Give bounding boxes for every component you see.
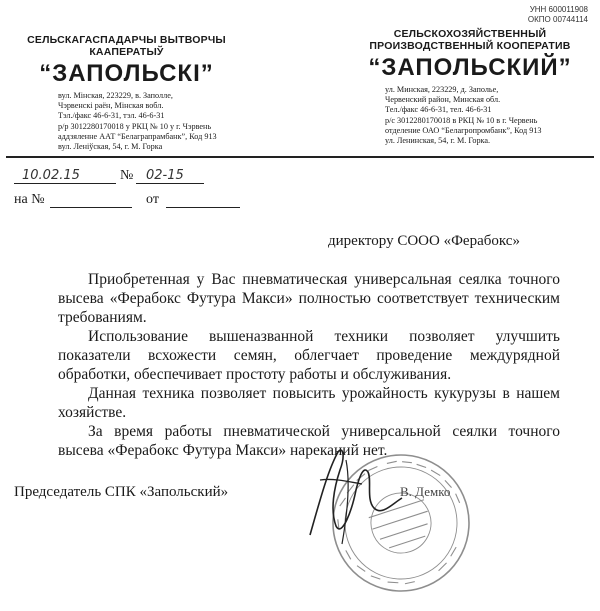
registration-block (14, 162, 244, 210)
address-by-line: Чэрвенскі раён, Мінская вобл. (58, 101, 164, 111)
signatory-title: Председатель СПК «Запольский» (14, 484, 229, 500)
letterhead-belarusian (14, 34, 239, 152)
addressee: директору СООО «Ферабокс» (328, 233, 520, 249)
letterhead-russian (345, 28, 595, 146)
date-handwritten: 10.02.15 (22, 168, 80, 183)
outgoing-number-row (14, 162, 244, 186)
reply-date-label: от (146, 192, 159, 207)
reply-date-line (166, 193, 240, 208)
address-by-line: аддзяленне ААТ “Белаграпрамбанк”, Код 913 (58, 131, 217, 141)
body-paragraph: Данная техника позволяет повысить урожайность кукурузы в нашем хозяйстве. (58, 385, 560, 421)
org-type-ru-line1: СЕЛЬСКОХОЗЯЙСТВЕННЫЙ (393, 28, 547, 40)
org-type-by-line2: КААПЕРАТЫЎ (89, 46, 164, 58)
address-by-line: вул. Леніўская, 54, г. М. Горка (58, 142, 163, 152)
reply-number-line (50, 193, 132, 208)
org-name-by: “ЗАПОЛЬСКІ” (39, 60, 214, 87)
address-ru-line: р/с 3012280170018 в РКЦ № 10 в г. Червень (385, 115, 538, 125)
okpo-code: ОКПО 00744114 (527, 15, 588, 24)
address-by-line: вул. Мінская, 223229, в. Заполле, (58, 91, 173, 100)
letter-body (58, 270, 560, 460)
address-by (14, 91, 239, 152)
reply-to-row (14, 186, 244, 210)
number-handwritten: 02-15 (146, 168, 184, 183)
org-name-ru: “ЗАПОЛЬСКИЙ” (368, 54, 572, 81)
body-paragraph: Приобретенная у Вас пневматическая универсальная сеялка точного высева «Ферабокс Футура Макси» полностью соответствует техническим требованиям. (58, 271, 560, 326)
org-identifiers (528, 5, 588, 25)
reply-number-label: на № (14, 192, 45, 207)
address-ru-line: ул. Минская, 223229, д. Заполье, (385, 85, 499, 94)
org-type-ru-line2: ПРОИЗВОДСТВЕННЫЙ КООПЕРАТИВ (369, 40, 571, 52)
address-ru-line: Тел./факс 46-6-31, тел. 46-6-31 (385, 105, 492, 115)
handwritten-signature (290, 440, 410, 550)
unp-code: УНН 600011908 (529, 5, 588, 14)
signer-name: В. Демко (400, 484, 451, 499)
body-paragraph: За время работы пневматической универсальной сеялки точного высева «Ферабокс Футура Макси» нареканий нет. (58, 423, 560, 459)
address-ru-line: ул. Ленинская, 54, г. М. Горка. (385, 136, 491, 146)
org-type-by-line1: СЕЛЬСКАГАСПАДАРЧЫ ВЫТВОРЧЫ (27, 34, 226, 46)
address-ru-line: Червенский район, Минская обл. (385, 95, 501, 105)
address-by-line: Тэл./факс 46-6-31, тэл. 46-6-31 (58, 111, 165, 121)
body-paragraph: Использование вышеназванной техники позволяет улучшить показатели всхожести семян, облегчает проведение междурядной обработки, обеспечивает простоту работы и обслуживания. (58, 328, 560, 383)
header-divider (6, 156, 594, 158)
address-ru (345, 85, 595, 146)
address-ru-line: отделение ОАО “Белагропромбанк”, Код 913 (385, 125, 542, 135)
address-by-line: р/р 3012280170018 у РКЦ № 10 у г. Чэрвень (58, 121, 212, 131)
number-label: № (120, 168, 134, 183)
